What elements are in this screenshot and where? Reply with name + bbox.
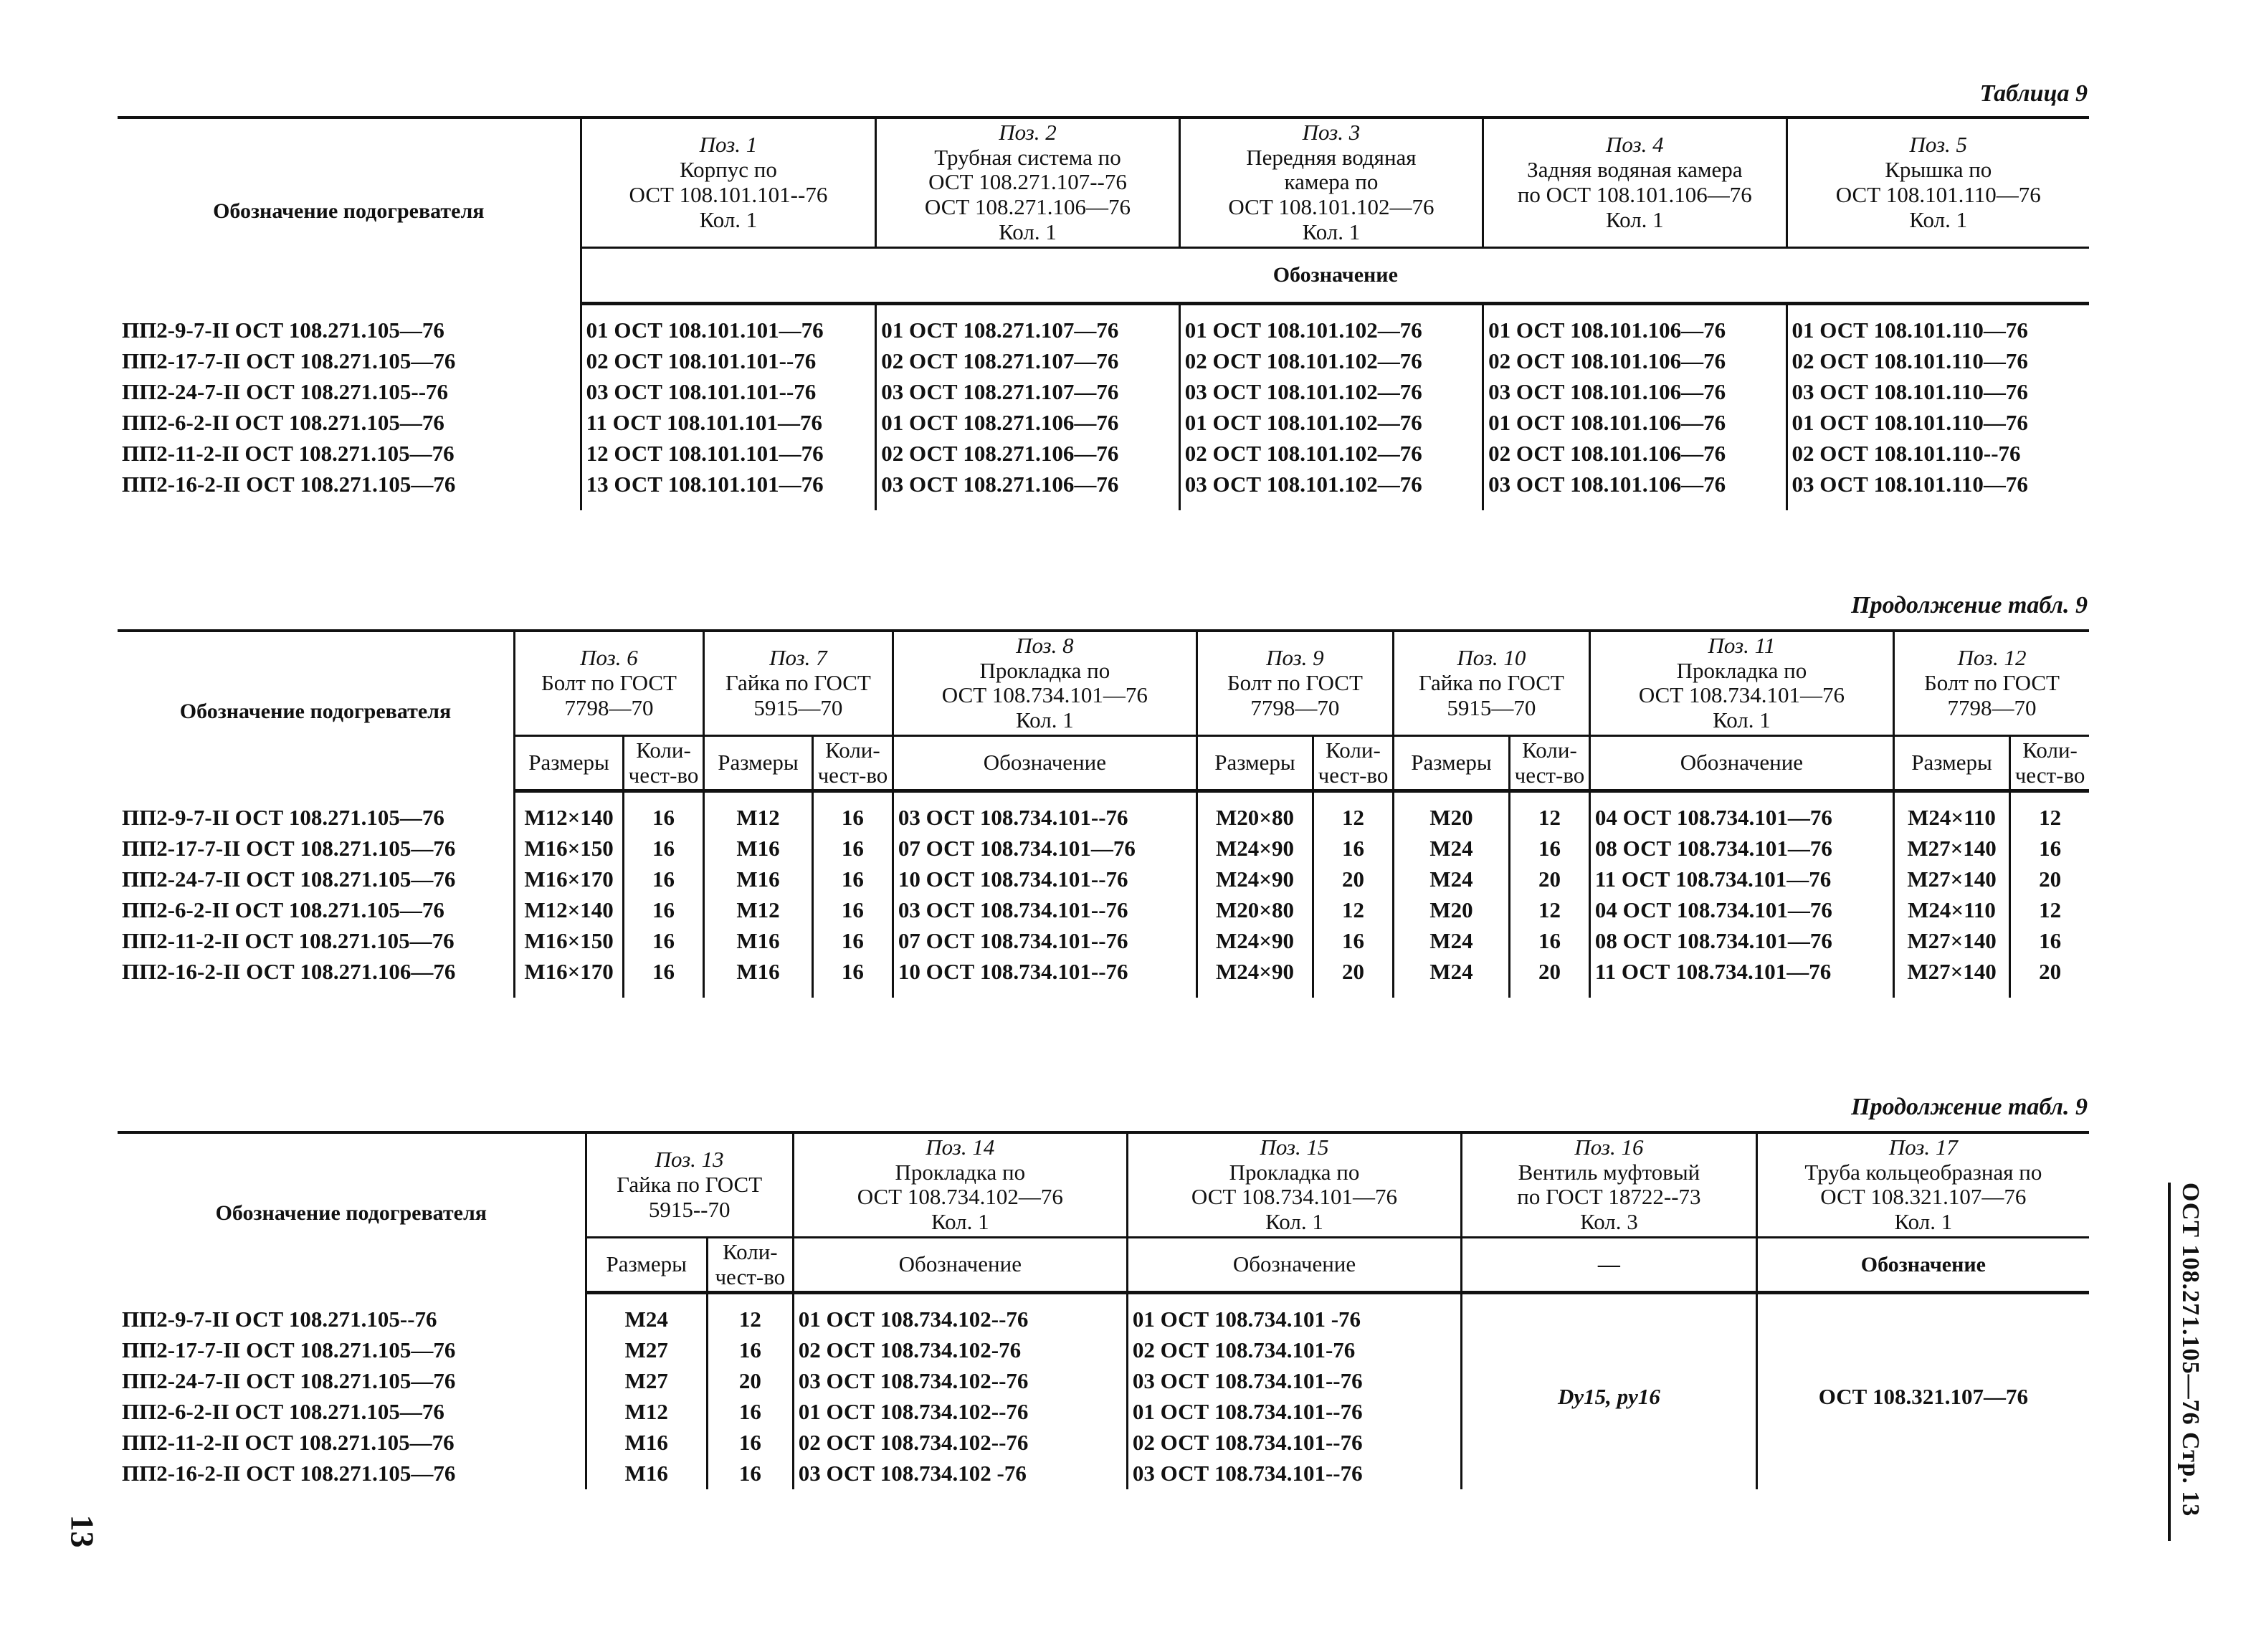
- pos2-header: Поз. 2 Трубная система по ОСТ 108.271.107--76 ОСТ 108.271.106—76 Кол. 1: [876, 118, 1179, 247]
- table-row: ПП2-24-7-II ОСТ 108.271.105--76 03 ОСТ 108.101.101--76 03 ОСТ 108.271.107—76 03 ОСТ 108.101.102—76 03 ОСТ 108.101.106—76 03 ОСТ 108.101.110—76: [118, 377, 2089, 408]
- pos16-merged-cell: Dу15, pу16: [1462, 1304, 1757, 1489]
- table-row: ПП2-16-2-II ОСТ 108.271.106—76 М16×170 16 М16 16 10 ОСТ 108.734.101--76 М24×90 20 М24 20 11 ОСТ 108.734.101—76 М27×140 20: [118, 957, 2089, 988]
- designation-header: Обозначение подогревателя: [118, 1132, 586, 1293]
- table-row: ПП2-24-7-II ОСТ 108.271.105—76 М27 20 03 ОСТ 108.734.102--76 03 ОСТ 108.734.101--76: [118, 1366, 2089, 1397]
- table-row: ПП2-11-2-II ОСТ 108.271.105—76 М16×150 16 М16 16 07 ОСТ 108.734.101--76 М24×90 16 М24 16 08 ОСТ 108.734.101—76 М27×140 16: [118, 926, 2089, 957]
- table-row: ПП2-6-2-II ОСТ 108.271.105—76 11 ОСТ 108.101.101—76 01 ОСТ 108.271.106—76 01 ОСТ 108.101.102—76 01 ОСТ 108.101.106—76 01 ОСТ 108.101.110—76: [118, 408, 2089, 439]
- table-row: ПП2-11-2-II ОСТ 108.271.105—76 М16 16 02 ОСТ 108.734.102--76 02 ОСТ 108.734.101--76: [118, 1428, 2089, 1458]
- designation-header: Обозначение подогревателя: [118, 631, 515, 791]
- side-standard-label: ОСТ 108.271.105—76 Стр. 13: [2168, 1183, 2204, 1541]
- pos10-header: Поз. 10 Гайка по ГОСТ 5915—70: [1393, 631, 1589, 735]
- pos17-merged-cell: ОСТ 108.321.107—76: [1756, 1304, 2089, 1489]
- page-number: 13: [64, 1514, 101, 1548]
- table-row: ПП2-17-7-II ОСТ 108.271.105—76 М16×150 16 М16 16 07 ОСТ 108.734.101—76 М24×90 16 М24 16 08 ОСТ 108.734.101—76 М27×140 16: [118, 834, 2089, 864]
- pos12-header: Поз. 12 Болт по ГОСТ 7798—70: [1893, 631, 2089, 735]
- pos13-header: Поз. 13 Гайка по ГОСТ 5915--70: [586, 1132, 793, 1237]
- table9-caption: Таблица 9: [1979, 80, 2088, 107]
- table-row: ПП2-6-2-II ОСТ 108.271.105—76 М12×140 16 М12 16 03 ОСТ 108.734.101--76 М20×80 12 М20 12 04 ОСТ 108.734.101—76 М24×110 12: [118, 895, 2089, 926]
- table-row: ПП2-9-7-II ОСТ 108.271.105—76 01 ОСТ 108.101.101—76 01 ОСТ 108.271.107—76 01 ОСТ 108.101.102—76 01 ОСТ 108.101.106—76 01 ОСТ 108.101.110—76: [118, 315, 2089, 346]
- pos4-header: Поз. 4 Задняя водяная камера по ОСТ 108.101.106—76 Кол. 1: [1483, 118, 1786, 247]
- pos8-header: Поз. 8 Прокладка по ОСТ 108.734.101—76 Кол. 1: [893, 631, 1196, 735]
- table9: [118, 116, 2089, 510]
- designation-subheader: Обозначение: [581, 247, 2089, 303]
- table-row: ПП2-11-2-II ОСТ 108.271.105—76 12 ОСТ 108.101.101—76 02 ОСТ 108.271.106—76 02 ОСТ 108.101.102—76 02 ОСТ 108.101.106—76 02 ОСТ 108.101.110--76: [118, 439, 2089, 469]
- pos11-header: Поз. 11 Прокладка по ОСТ 108.734.101—76 Кол. 1: [1589, 631, 1893, 735]
- pos17-header: Поз. 17 Труба кольцеобразная по ОСТ 108.321.107—76 Кол. 1: [1756, 1132, 2089, 1237]
- designation-header: Обозначение подогревателя: [118, 118, 581, 303]
- table-row: ПП2-16-2-II ОСТ 108.271.105—76 13 ОСТ 108.101.101—76 03 ОСТ 108.271.106—76 03 ОСТ 108.101.102—76 03 ОСТ 108.101.106—76 03 ОСТ 108.101.110—76: [118, 469, 2089, 500]
- table-row: ПП2-6-2-II ОСТ 108.271.105—76 М12 16 01 ОСТ 108.734.102--76 01 ОСТ 108.734.101--76: [118, 1397, 2089, 1428]
- pos14-header: Поз. 14 Прокладка по ОСТ 108.734.102—76 Кол. 1: [793, 1132, 1127, 1237]
- table-row: ПП2-24-7-II ОСТ 108.271.105—76 М16×170 16 М16 16 10 ОСТ 108.734.101--76 М24×90 20 М24 20 11 ОСТ 108.734.101—76 М27×140 20: [118, 864, 2089, 895]
- pos1-header: Поз. 1 Корпус по ОСТ 108.101.101--76 Кол. 1: [581, 118, 876, 247]
- table-row: ПП2-16-2-II ОСТ 108.271.105—76 М16 16 03 ОСТ 108.734.102 -76 03 ОСТ 108.734.101--76: [118, 1458, 2089, 1489]
- pos9-header: Поз. 9 Болт по ГОСТ 7798—70: [1196, 631, 1393, 735]
- pos7-header: Поз. 7 Гайка по ГОСТ 5915—70: [703, 631, 893, 735]
- pos15-header: Поз. 15 Прокладка по ОСТ 108.734.101—76 Кол. 1: [1127, 1132, 1461, 1237]
- table-row: ПП2-17-7-II ОСТ 108.271.105—76 М27 16 02 ОСТ 108.734.102-76 02 ОСТ 108.734.101-76: [118, 1335, 2089, 1366]
- table9c-caption: Продолжение табл. 9: [1851, 1094, 2088, 1120]
- pos5-header: Поз. 5 Крышка по ОСТ 108.101.110—76 Кол. 1: [1786, 118, 2089, 247]
- table-row: ПП2-9-7-II ОСТ 108.271.105--76 М24 12 01 ОСТ 108.734.102--76 01 ОСТ 108.734.101 -76 Dу15, pу16 ОСТ 108.321.107—76: [118, 1304, 2089, 1335]
- table-row: ПП2-17-7-II ОСТ 108.271.105—76 02 ОСТ 108.101.101--76 02 ОСТ 108.271.107—76 02 ОСТ 108.101.102—76 02 ОСТ 108.101.106—76 02 ОСТ 108.101.110—76: [118, 346, 2089, 377]
- pos3-header: Поз. 3 Передняя водяная камера по ОСТ 108.101.102—76 Кол. 1: [1179, 118, 1483, 247]
- table9b: Обозначение подогревателя Поз. 6 Болт по ГОСТ 7798—70 Поз. 7 Гайка по ГОСТ 5915—70 Поз. 8 Прокладка по ОСТ 108.734.101—76 Кол. 1 Поз. 9 Болт по ГОСТ 7798—70 Поз. 10 Гайка по ГОСТ 5915—70 Поз. 11 Прокладка по ОСТ 108.734.101—76 Кол. 1 Поз. 12 Болт по ГОСТ 7798—70 Размеры Коли-чест-во Размеры Коли-чест-во Обозначение Размеры Коли-чест-во Размеры Коли-чест-во Обозначение Размеры Коли-чест-во ПП2-9-7-II ОСТ 108.271.105—76 М12×140 16 М12 16 03 ОСТ 108.734.101--76 М20×80 12 М20 12 04 ОСТ 108.734.101—76 М24×110 12 ПП2-17-7-II ОСТ 108.271.105—76 М16×150 16 М16 16 07 ОСТ 108.734.101—76 М24×90 16 М24 16 08 ОСТ 108.734.101—76 М27×140 16 ПП2-24-7-II ОСТ 108.271.105—76 М16×170 16 М16 16 10 ОСТ 108.734.101--76 М24×90 20 М24 20 11 ОСТ 108.734.101—76 М27×140 20 ПП2-6-2-II ОСТ 108.271.105—76 М12×140 16 М12 16 03 ОСТ 108.734.101--76 М20×80 12 М20 12 04 ОСТ 108.734.101—76 М24×110 12 ПП2-11-2-II ОСТ 108.271.105—76 М16×150 16 М16 16 07 ОСТ 108.734.101--76 М24×90 16 М24 16 08 ОСТ 108.734.101—76 М27×140 16 ПП2-16-2-II ОСТ 108.271.106—76 М16×170 16 М16 16 10 ОСТ 108.734.101--76 М24×90 20 М24 20 11 ОСТ 108.734.101—76 М27×140 20: [118, 629, 2089, 998]
- pos6-header: Поз. 6 Болт по ГОСТ 7798—70: [515, 631, 704, 735]
- table9c: Обозначение подогревателя Поз. 13 Гайка по ГОСТ 5915--70 Поз. 14 Прокладка по ОСТ 108.734.102—76 Кол. 1 Поз. 15 Прокладка по ОСТ 108.734.101—76 Кол. 1 Поз. 16 Вентиль муфтовый по ГОСТ 18722--73 Кол. 3 Поз. 17 Труба кольцеобразная по ОСТ 108.321.107—76 Кол. 1 Размеры Коли-чест-во Обозначение Обозначение — Обозначение ПП2-9-7-II ОСТ 108.271.105--76 М24 12 01 ОСТ 108.734.102--76 01 ОСТ 108.734.101 -76 Dу15, pу16 ОСТ 108.321.107—76 ПП2-17-7-II ОСТ 108.271.105—76 М27 16 02 ОСТ 108.734.102-76 02 ОСТ 108.734.101-76 ПП2-24-7-II ОСТ 108.271.105—76 М27 20 03 ОСТ 108.734.102--76 03 ОСТ 108.734.101--76 ПП2-6-2-II ОСТ 108.271.105—76 М12 16 01 ОСТ 108.734.102--76 01 ОСТ 108.734.101--76 ПП2-11-2-II ОСТ 108.271.105—76 М16 16 02 ОСТ 108.734.102--76 02 ОСТ 108.734.101--76 ПП2-16-2-II ОСТ 108.271.105—76 М16 16 03 ОСТ 108.734.102 -76 03 ОСТ 108.734.101--76: [118, 1131, 2089, 1489]
- pos16-header: Поз. 16 Вентиль муфтовый по ГОСТ 18722--73 Кол. 3: [1462, 1132, 1757, 1237]
- table9b-caption: Продолжение табл. 9: [1851, 592, 2088, 619]
- table-row: ПП2-9-7-II ОСТ 108.271.105—76 М12×140 16 М12 16 03 ОСТ 108.734.101--76 М20×80 12 М20 12 04 ОСТ 108.734.101—76 М24×110 12: [118, 803, 2089, 834]
